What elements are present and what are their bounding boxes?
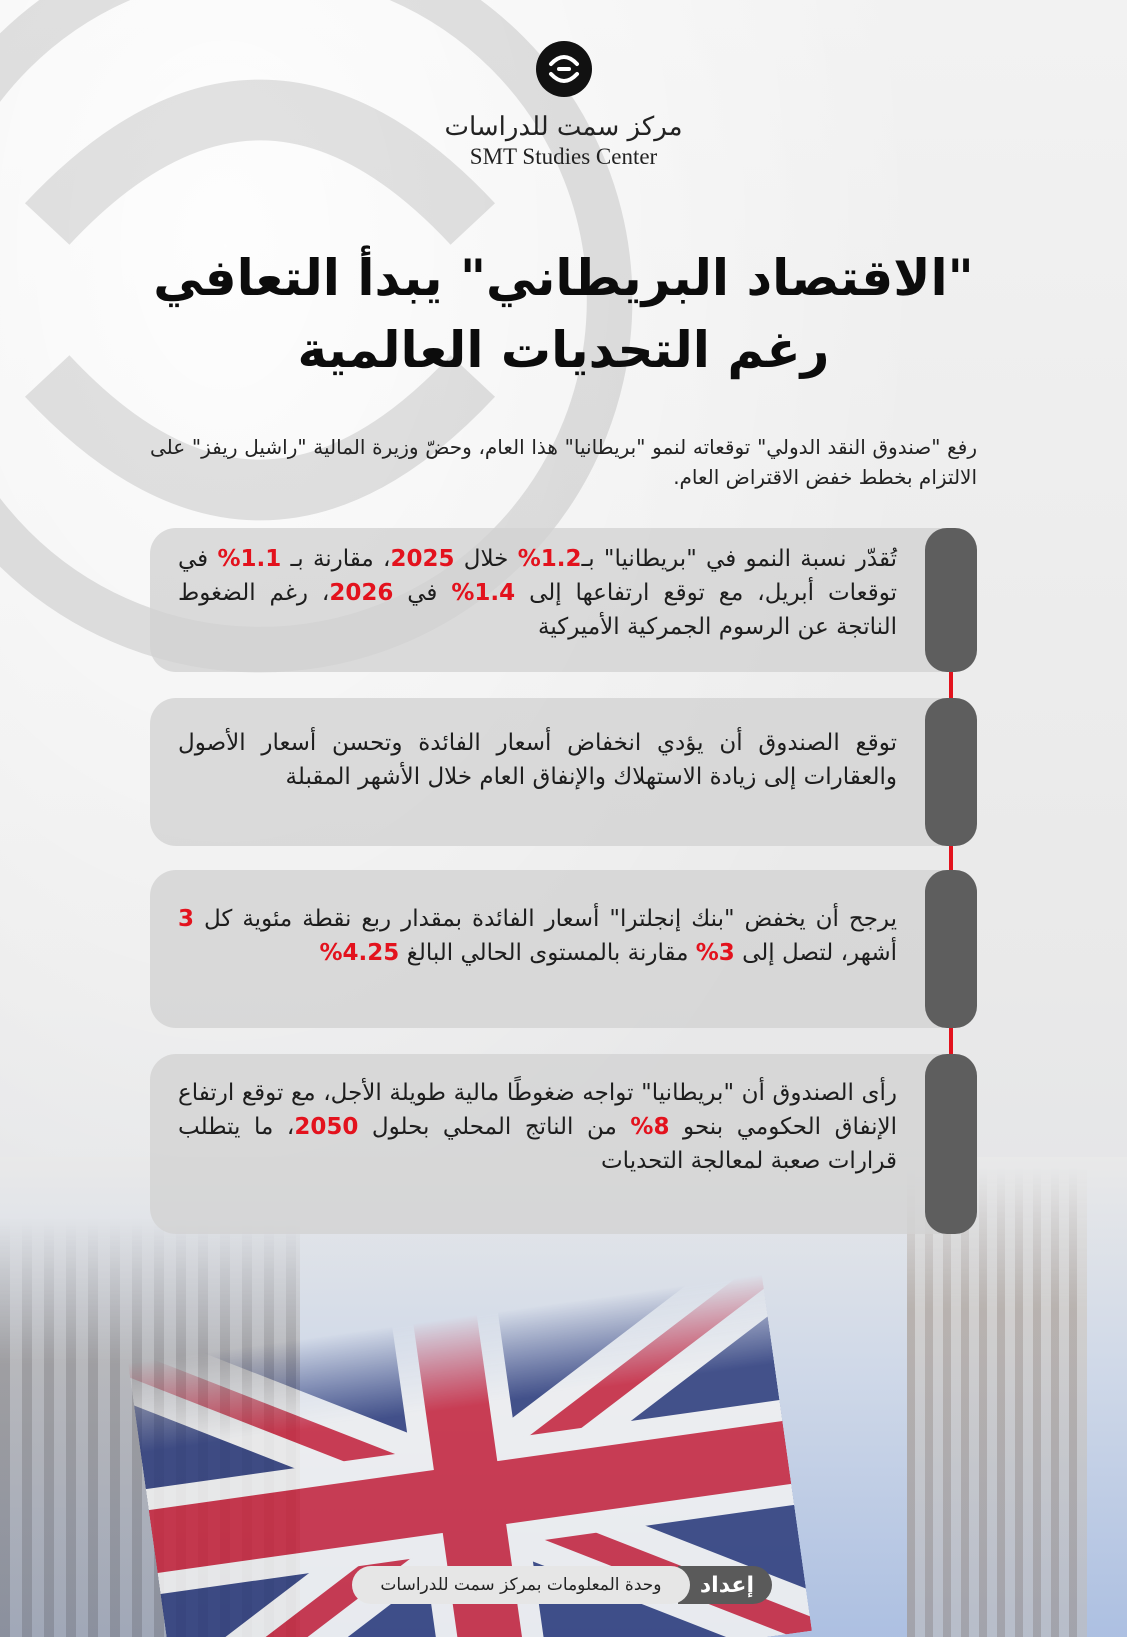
card-text-segment: من الناتج المحلي بحلول: [358, 1114, 631, 1140]
title-line-1: "الاقتصاد البريطاني" يبدأ التعافي: [153, 249, 974, 307]
card-text-segment: مقارنة بالمستوى الحالي البالغ: [399, 940, 696, 966]
fact-card-4: [150, 1054, 977, 1234]
smt-logo-icon: [535, 40, 593, 98]
fact-card-1: [150, 528, 977, 672]
card-text-segment: في توقعات أبريل، مع توقع ارتفاعها إلى: [178, 546, 897, 606]
highlight-figure: 2026: [329, 580, 394, 606]
header-logo: [0, 40, 1127, 170]
card-text-segment: تُقدّر نسبة النمو في "بريطانيا" بـ: [581, 546, 897, 572]
card-connector: [949, 672, 953, 698]
footer-text: وحدة المعلومات بمركز سمت للدراسات: [352, 1566, 690, 1604]
page-title: [60, 242, 1067, 386]
card-text-segment: في: [393, 580, 452, 606]
fact-card-2: [150, 698, 977, 846]
highlight-figure: 2050: [294, 1114, 359, 1140]
highlight-figure: 1.1%: [217, 546, 282, 572]
clock-tower: [907, 1167, 1087, 1637]
logo-english-name: SMT Studies Center: [469, 144, 658, 169]
card-connector: [949, 1028, 953, 1054]
highlight-figure: 4.25%: [319, 940, 400, 966]
card-text-segment: رأى الصندوق أن "بريطانيا" تواجه ضغوطًا مالية طويلة الأجل، مع توقع ارتفاع الإنفاق الحكومي بنحو: [178, 1080, 897, 1140]
title-line-2: رغم التحديات العالمية: [297, 321, 830, 379]
footer-label: إعداد: [678, 1566, 772, 1604]
highlight-figure: 3: [178, 906, 195, 932]
fact-card-text: [178, 712, 897, 794]
card-text-segment: ، رغم الضغوط الناتجة عن الرسوم الجمركية الأميركية: [178, 580, 897, 640]
fact-card-text: [178, 542, 897, 644]
card-text-segment: أشهر، لتصل إلى: [734, 940, 897, 966]
footer-credit: [352, 1566, 772, 1604]
card-tab: [925, 528, 977, 672]
card-text-segment: ، ما يتطلب قرارات صعبة لمعالجة التحديات: [178, 1114, 897, 1174]
card-text-segment: خلال: [454, 546, 518, 572]
logo-arabic-name: مركز سمت للدراسات: [444, 112, 683, 142]
card-text-segment: ، مقارنة بـ: [281, 546, 391, 572]
card-text-segment: توقع الصندوق أن يؤدي انخفاض أسعار الفائدة وتحسن أسعار الأصول والعقارات إلى زيادة الاستهلاك والإنفاق العام خلال الأشهر المقبلة: [178, 730, 897, 790]
highlight-figure: 1.4%: [451, 580, 516, 606]
highlight-figure: 8%: [630, 1114, 670, 1140]
card-connector: [949, 846, 953, 870]
highlight-figure: 2025: [390, 546, 455, 572]
fact-card-text: [178, 1068, 897, 1178]
card-tab: [925, 698, 977, 846]
card-tab: [925, 870, 977, 1028]
card-text-segment: يرجح أن يخفض "بنك إنجلترا" أسعار الفائدة بمقدار ربع نقطة مئوية كل: [194, 906, 897, 932]
highlight-figure: 3%: [695, 940, 735, 966]
intro-paragraph: رفع "صندوق النقد الدولي" توقعاته لنمو "بريطانيا" هذا العام، وحضّ وزيرة المالية "راشيل ريفز" على الالتزام بخطط خفض الاقتراض العام.: [150, 435, 977, 489]
fact-card-3: [150, 870, 977, 1028]
card-tab: [925, 1054, 977, 1234]
highlight-figure: 1.2%: [517, 546, 582, 572]
fact-card-text: [178, 884, 897, 970]
